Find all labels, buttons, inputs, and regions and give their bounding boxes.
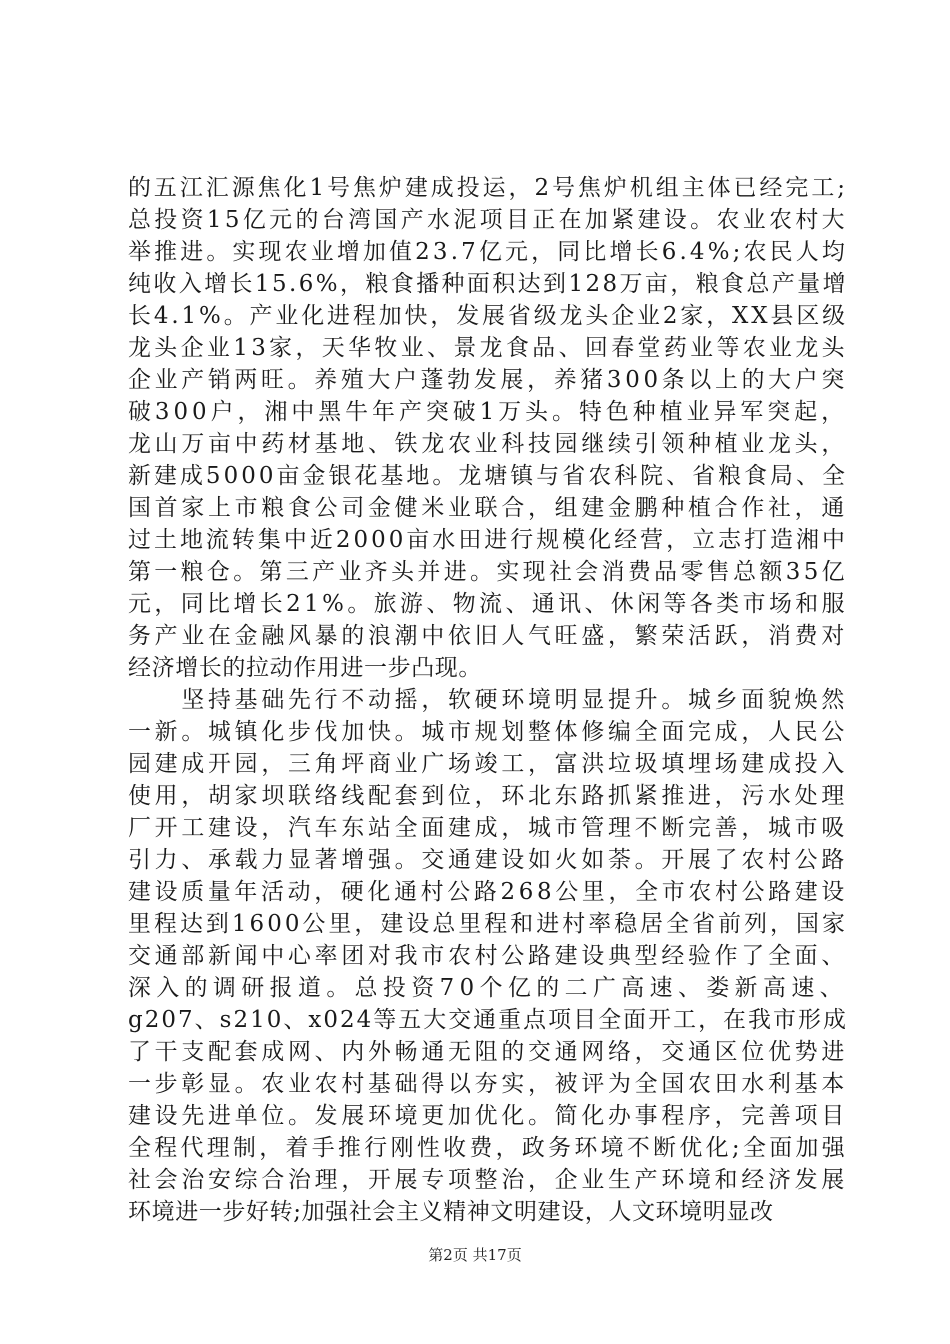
- text-line: 使用，胡家坝联络线配套到位，环北东路抓紧推进，污水处理: [128, 783, 848, 809]
- text-line: 里程达到1600公里，建设总里程和进村率稳居全省前列，国家: [128, 911, 848, 937]
- text-line: 纯收入增长15.6%，粮食播种面积达到128万亩，粮食总产量增: [128, 271, 848, 297]
- text-line: 举推进。实现农业增加值23.7亿元，同比增长6.4%;农民人均: [128, 239, 848, 265]
- text-line: 总投资15亿元的台湾国产水泥项目正在加紧建设。农业农村大: [128, 207, 848, 233]
- text-line: 破300户，湘中黑牛年产突破1万头。特色种植业异军突起，: [128, 399, 848, 425]
- text-line: 环境进一步好转;加强社会主义精神文明建设，人文环境明显改: [128, 1199, 774, 1225]
- text-line: 新建成5000亩金银花基地。龙塘镇与省农科院、省粮食局、全: [128, 463, 848, 489]
- text-line: 建设质量年活动，硬化通村公路268公里，全市农村公路建设: [128, 879, 848, 905]
- text-line: 一步彰显。农业农村基础得以夯实，被评为全国农田水利基本: [128, 1071, 848, 1097]
- text-line: 龙山万亩中药材基地、铁龙农业科技园继续引领种植业龙头，: [128, 431, 848, 457]
- page-number-footer: 第2页 共17页: [428, 1246, 522, 1264]
- text-line: 经济增长的拉动作用进一步凸现。: [128, 655, 482, 681]
- text-line: 国首家上市粮食公司金健米业联合，组建金鹏种植合作社，通: [128, 495, 848, 521]
- text-line: 坚持基础先行不动摇，软硬环境明显提升。城乡面貌焕然: [128, 687, 848, 713]
- text-line: 深入的调研报道。总投资70个亿的二广高速、娄新高速、: [128, 975, 848, 1001]
- text-line: 过土地流转集中近2000亩水田进行规模化经营，立志打造湘中: [128, 527, 848, 553]
- text-line: 长4.1%。产业化进程加快，发展省级龙头企业2家，XX县区级: [128, 303, 848, 329]
- text-line: 引力、承载力显著增强。交通建设如火如荼。开展了农村公路: [128, 847, 848, 873]
- text-line: 厂开工建设，汽车东站全面建成，城市管理不断完善，城市吸: [128, 815, 848, 841]
- text-line: 建设先进单位。发展环境更加优化。简化办事程序，完善项目: [128, 1103, 848, 1129]
- document-body: [128, 172, 848, 1228]
- text-line: 务产业在金融风暴的浪潮中依旧人气旺盛，繁荣活跃，消费对: [128, 623, 848, 649]
- text-line: 第一粮仓。第三产业齐头并进。实现社会消费品零售总额35亿: [128, 559, 848, 585]
- text-line: 企业产销两旺。养殖大户蓬勃发展，养猪300条以上的大户突: [128, 367, 848, 393]
- text-line: g207、s210、x024等五大交通重点项目全面开工，在我市形成: [128, 1007, 848, 1033]
- text-line: 了干支配套成网、内外畅通无阻的交通网络，交通区位优势进: [128, 1039, 848, 1065]
- text-line: 的五江汇源焦化1号焦炉建成投运，2号焦炉机组主体已经完工;: [128, 175, 848, 201]
- text-line: 社会治安综合治理，开展专项整治，企业生产环境和经济发展: [128, 1167, 848, 1193]
- text-line: 交通部新闻中心率团对我市农村公路建设典型经验作了全面、: [128, 943, 848, 969]
- text-line: 龙头企业13家，天华牧业、景龙食品、回春堂药业等农业龙头: [128, 335, 848, 361]
- text-line: 全程代理制，着手推行刚性收费，政务环境不断优化;全面加强: [128, 1135, 848, 1161]
- text-line: 园建成开园，三角坪商业广场竣工，富洪垃圾填埋场建成投入: [128, 751, 848, 777]
- text-line: 一新。城镇化步伐加快。城市规划整体修编全面完成，人民公: [128, 719, 848, 745]
- text-line: 元，同比增长21%。旅游、物流、通讯、休闲等各类市场和服: [128, 591, 848, 617]
